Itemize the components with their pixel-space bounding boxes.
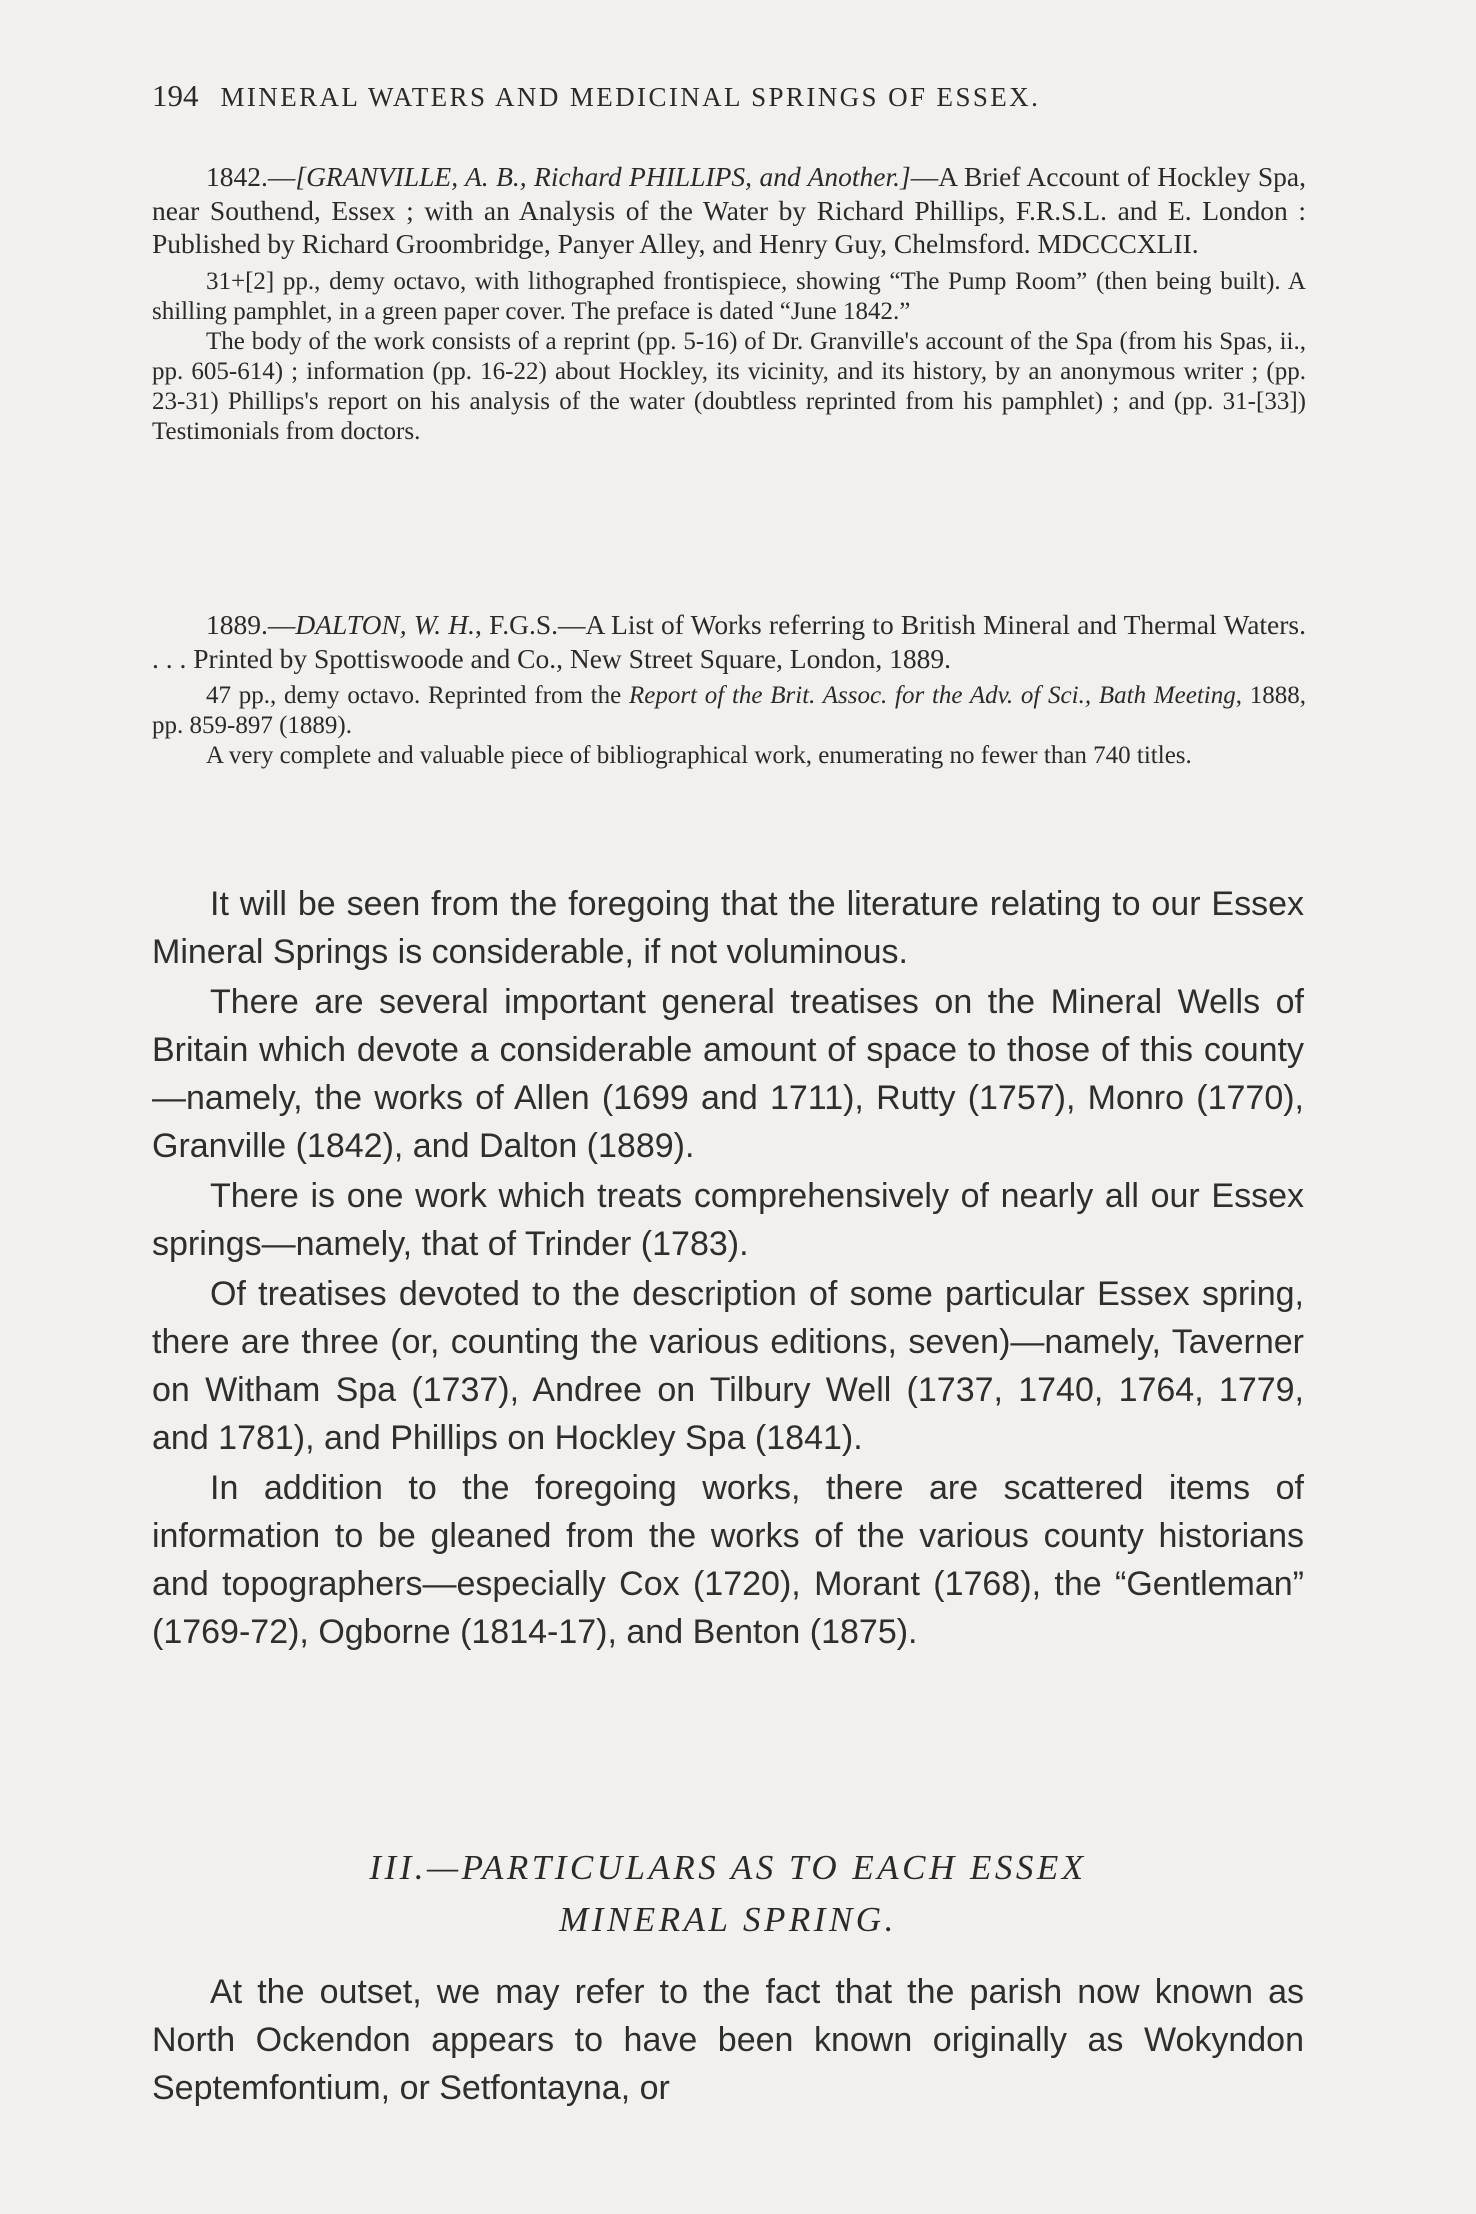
- section-heading: [152, 1842, 1304, 1946]
- entry-title: —A Brief Account of Hockley Spa, near Southend, Essex ; with an Analysis of the Water by Richard Phillips, F.R.S.L. and E. London : Published by Richard Groombridge, Panyer Alley, and Henry Guy, Chelmsford. MDCCCXLII.: [152, 161, 1307, 259]
- entry-note: A very complete and valuable piece of bibliographical work, enumerating no fewer than 740 titles.: [206, 742, 1192, 769]
- entry-heading: [152, 160, 1306, 261]
- entry-note: 31+[2] pp., demy octavo, with lithographed frontispiece, showing “The Pump Room” (then being built). A shilling pamphlet, in a green paper cover. The preface is dated “June 1842.”: [152, 267, 1306, 325]
- entry-heading: [152, 608, 1306, 675]
- entry-note: The body of the work consists of a reprint (pp. 5-16) of Dr. Granville's account of the Spa (from his Spas, ii., pp. 605-614) ; information (pp. 16-22) about Hockley, its vicinity, and its history, by an anonymous writer ; (pp. 23-31) Phillips's report on his analysis of the water (doubtless reprinted from his pamphlet) ; and (pp. 31-[33]) Testimonials from doctors.: [152, 327, 1306, 445]
- entry-title: , F.G.S.—A List of Works referring to British Mineral and Thermal Waters. . . . Printed by Spottiswoode and Co., New Street Square, London, 1889.: [152, 609, 1306, 674]
- paragraph: At the outset, we may refer to the fact that the parish now known as North Ockendon appears to have been known originally as Wokyndon Septemfontium, or Setfontayna, or: [152, 1973, 1304, 2107]
- paragraph: There are several important general treatises on the Mineral Wells of Britain which devote a considerable amount of space to those of this county—namely, the works of Allen (1699 and 1711), Rutty (1757), Monro (1770), Granville (1842), and Dalton (1889).: [152, 983, 1304, 1165]
- page-number: 194: [152, 78, 199, 113]
- entry-note: [152, 681, 1306, 741]
- bibliography-entry-1889: [152, 608, 1306, 771]
- paragraph: It will be seen from the foregoing that the literature relating to our Essex Mineral Springs is considerable, if not voluminous.: [152, 885, 1304, 971]
- running-header: [152, 78, 1212, 114]
- note-italic-text: Report of the Brit. Assoc. for the Adv. of Sci., Bath Meeting: [628, 682, 1236, 709]
- section-heading-line: III.—PARTICULARS AS TO EACH ESSEX: [369, 1848, 1087, 1887]
- entry-year: 1889.—: [206, 609, 296, 640]
- paragraph: There is one work which treats comprehensively of nearly all our Essex springs—namely, that of Trinder (1783).: [152, 1177, 1304, 1263]
- note-text: , 1888, pp. 859-897 (1889).: [152, 682, 1307, 739]
- bibliography-entry-1842: [152, 160, 1306, 447]
- paragraph: In addition to the foregoing works, there are scattered items of information to be gleaned from the works of the various county historians and topographers—especially Cox (1720), Morant (1768), the “Gentleman” (1769-72), Ogborne (1814-17), and Benton (1875).: [152, 1469, 1304, 1651]
- section-heading-line: MINERAL SPRING.: [559, 1900, 897, 1939]
- running-title: MINERAL WATERS AND MEDICINAL SPRINGS OF ESSEX.: [220, 82, 1041, 112]
- paragraph: Of treatises devoted to the description of some particular Essex spring, there are three (or, counting the various editions, seven)—namely, Taverner on Witham Spa (1737), Andree on Tilbury Well (1737, 1740, 1764, 1779, and 1781), and Phillips on Hockley Spa (1841).: [152, 1275, 1304, 1457]
- entry-authors: [GRANVILLE, A. B., Richard PHILLIPS, and Another.]: [295, 161, 911, 192]
- body-text: [152, 880, 1304, 1658]
- section-body: [152, 1968, 1304, 2112]
- entry-authors: DALTON, W. H.: [295, 609, 476, 640]
- note-text: 47 pp., demy octavo. Reprinted from the: [206, 682, 629, 709]
- entry-year: 1842.—: [206, 161, 296, 192]
